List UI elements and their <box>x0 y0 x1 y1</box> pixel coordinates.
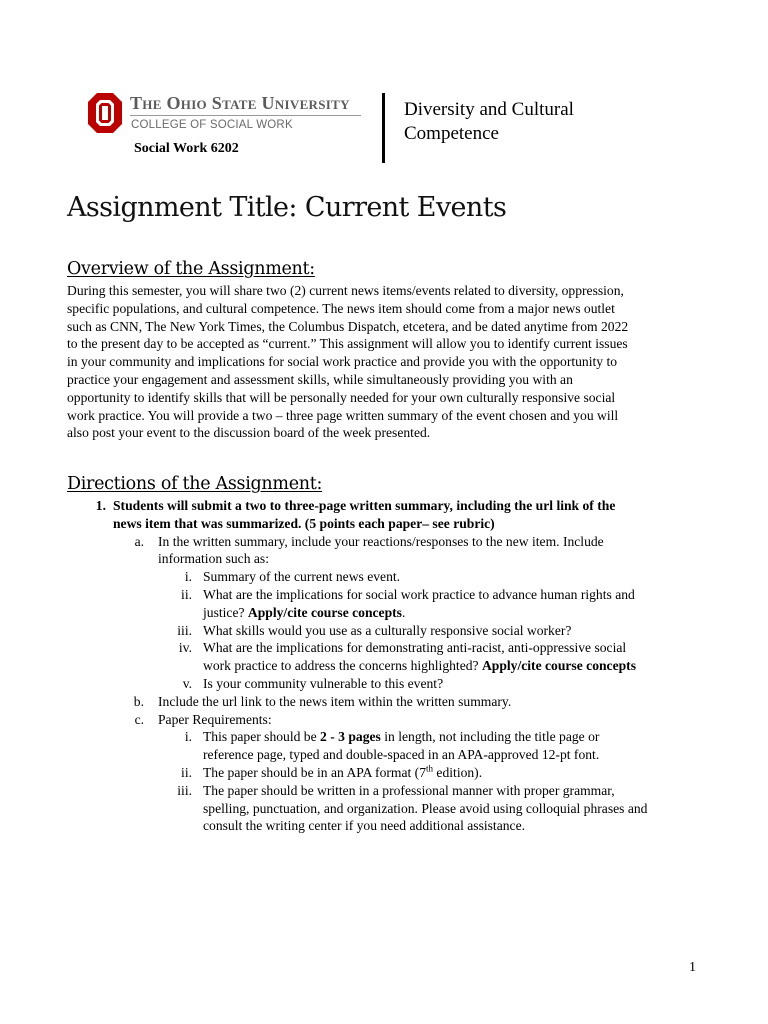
list-item <box>0 639 768 657</box>
overview-line: specific populations, and cultural competence. The news item should come from a major news outlet <box>67 300 615 316</box>
list-marker: ii. <box>181 764 192 780</box>
bold-text: 2 - 3 pages <box>320 729 381 745</box>
list-item-text: What skills would you use as a culturally responsive social worker? <box>203 622 572 638</box>
list-marker: a. <box>134 533 144 549</box>
list-item-continuation <box>0 604 768 622</box>
overview-heading: Overview of the Assignment: <box>67 259 315 279</box>
list-item-text: reference page, typed and double-spaced in an APA-approved 12-pt font. <box>203 747 600 763</box>
plain-text: work practice to address the concerns highlighted? <box>203 658 482 674</box>
university-name <box>130 93 350 114</box>
list-item <box>0 728 768 746</box>
list-item <box>0 622 768 640</box>
list-item <box>0 497 768 515</box>
list-item-text: The paper should be written in a professional manner with proper grammar, <box>203 782 615 798</box>
list-item-continuation <box>0 800 768 818</box>
list-item-text <box>203 764 482 782</box>
list-item-text: What are the implications for social work practice to advance human rights and <box>203 586 635 602</box>
course-title: Diversity and Cultural Competence <box>404 99 574 144</box>
list-item-continuation <box>0 515 768 533</box>
list-item-text: information such as: <box>158 551 269 567</box>
osu-block-o-logo-icon <box>88 93 122 133</box>
list-item <box>0 586 768 604</box>
directions-list <box>0 497 768 835</box>
list-marker: 1. <box>95 498 106 513</box>
list-item <box>0 782 768 800</box>
overview-paragraph <box>67 282 717 442</box>
list-item-continuation <box>0 550 768 568</box>
bold-text: Apply/cite course concepts <box>481 658 636 674</box>
overview-line: such as CNN, The New York Times, the Columbus Dispatch, etcetera, and be dated anytime from 2022 <box>67 318 629 334</box>
list-item-text: Summary of the current news event. <box>203 569 401 585</box>
list-item-text: consult the writing center if you need additional assistance. <box>203 818 526 834</box>
superscript-text: th <box>426 763 434 774</box>
list-item-text: Is your community vulnerable to this event? <box>203 675 444 691</box>
header-vertical-divider <box>382 93 385 163</box>
list-item-text <box>203 657 636 675</box>
list-item-text: Paper Requirements: <box>158 711 272 727</box>
list-item-text: What are the implications for demonstrating anti-racist, anti-oppressive social <box>203 640 627 656</box>
overview-line: opportunity to identify skills that will be personally needed for your own culturally responsive social <box>67 389 616 405</box>
list-marker: iv. <box>178 640 192 656</box>
list-item <box>0 764 768 782</box>
list-item-text: In the written summary, include your reactions/responses to the new item. Include <box>158 533 604 549</box>
list-marker: ii. <box>181 586 192 602</box>
list-marker: i. <box>184 729 192 745</box>
directions-heading: Directions of the Assignment: <box>67 474 323 494</box>
list-marker: i. <box>184 569 192 585</box>
list-item <box>0 568 768 586</box>
page-number: 1 <box>689 960 696 975</box>
overview-line: to the present day to be accepted as “current.” This assignment will allow you to identify current issues <box>67 336 628 352</box>
university-name-text: The Ohio State University <box>130 93 350 113</box>
list-item-continuation <box>0 746 768 764</box>
university-divider <box>130 115 361 116</box>
plain-text: This paper should be <box>203 729 321 745</box>
overview-line: also post your event to the discussion board of the week presented. <box>67 425 431 441</box>
list-item-continuation <box>0 817 768 835</box>
list-marker: v. <box>182 675 192 691</box>
overview-line: practice your engagement and assessment skills, while simultaneously providing you with an <box>67 371 573 387</box>
list-item-text: Include the url link to the news item within the written summary. <box>158 693 512 709</box>
list-item-text: Students will submit a two to three-page written summary, including the url link of the <box>113 498 616 513</box>
list-marker: c. <box>134 711 144 727</box>
list-item-continuation <box>0 657 768 675</box>
list-item-text: news item that was summarized. (5 points each paper– see rubric) <box>113 515 495 531</box>
list-item <box>0 533 768 551</box>
overview-line: in your community and implications for social work practice and provide you with the opportunity to <box>67 354 618 370</box>
plain-text: in length, not including the title page or <box>380 729 600 745</box>
plain-text: The paper should be in an APA format (7 <box>203 764 427 780</box>
list-item-text <box>203 728 599 746</box>
list-item <box>0 675 768 693</box>
list-item <box>0 693 768 711</box>
list-marker: b. <box>133 693 144 709</box>
document-header <box>0 0 768 170</box>
list-marker: iii. <box>177 622 192 638</box>
list-marker: iii. <box>177 782 192 798</box>
overview-line: During this semester, you will share two (2) current news items/events related to diversity, oppression, <box>67 283 624 298</box>
assignment-title: Assignment Title: Current Events <box>67 192 507 223</box>
college-name: COLLEGE OF SOCIAL WORK <box>131 119 293 131</box>
list-item <box>0 711 768 729</box>
plain-text: . <box>401 604 406 620</box>
overview-line: work practice. You will provide a two – three page written summary of the event chosen and you will <box>67 407 619 423</box>
plain-text: edition). <box>433 764 483 780</box>
list-item-text: spelling, punctuation, and organization. Please avoid using colloquial phrases and <box>203 800 648 816</box>
bold-text: Apply/cite course concepts <box>247 604 402 620</box>
plain-text: justice? <box>203 604 248 620</box>
course-number: Social Work 6202 <box>134 141 239 156</box>
list-item-text <box>203 604 405 622</box>
